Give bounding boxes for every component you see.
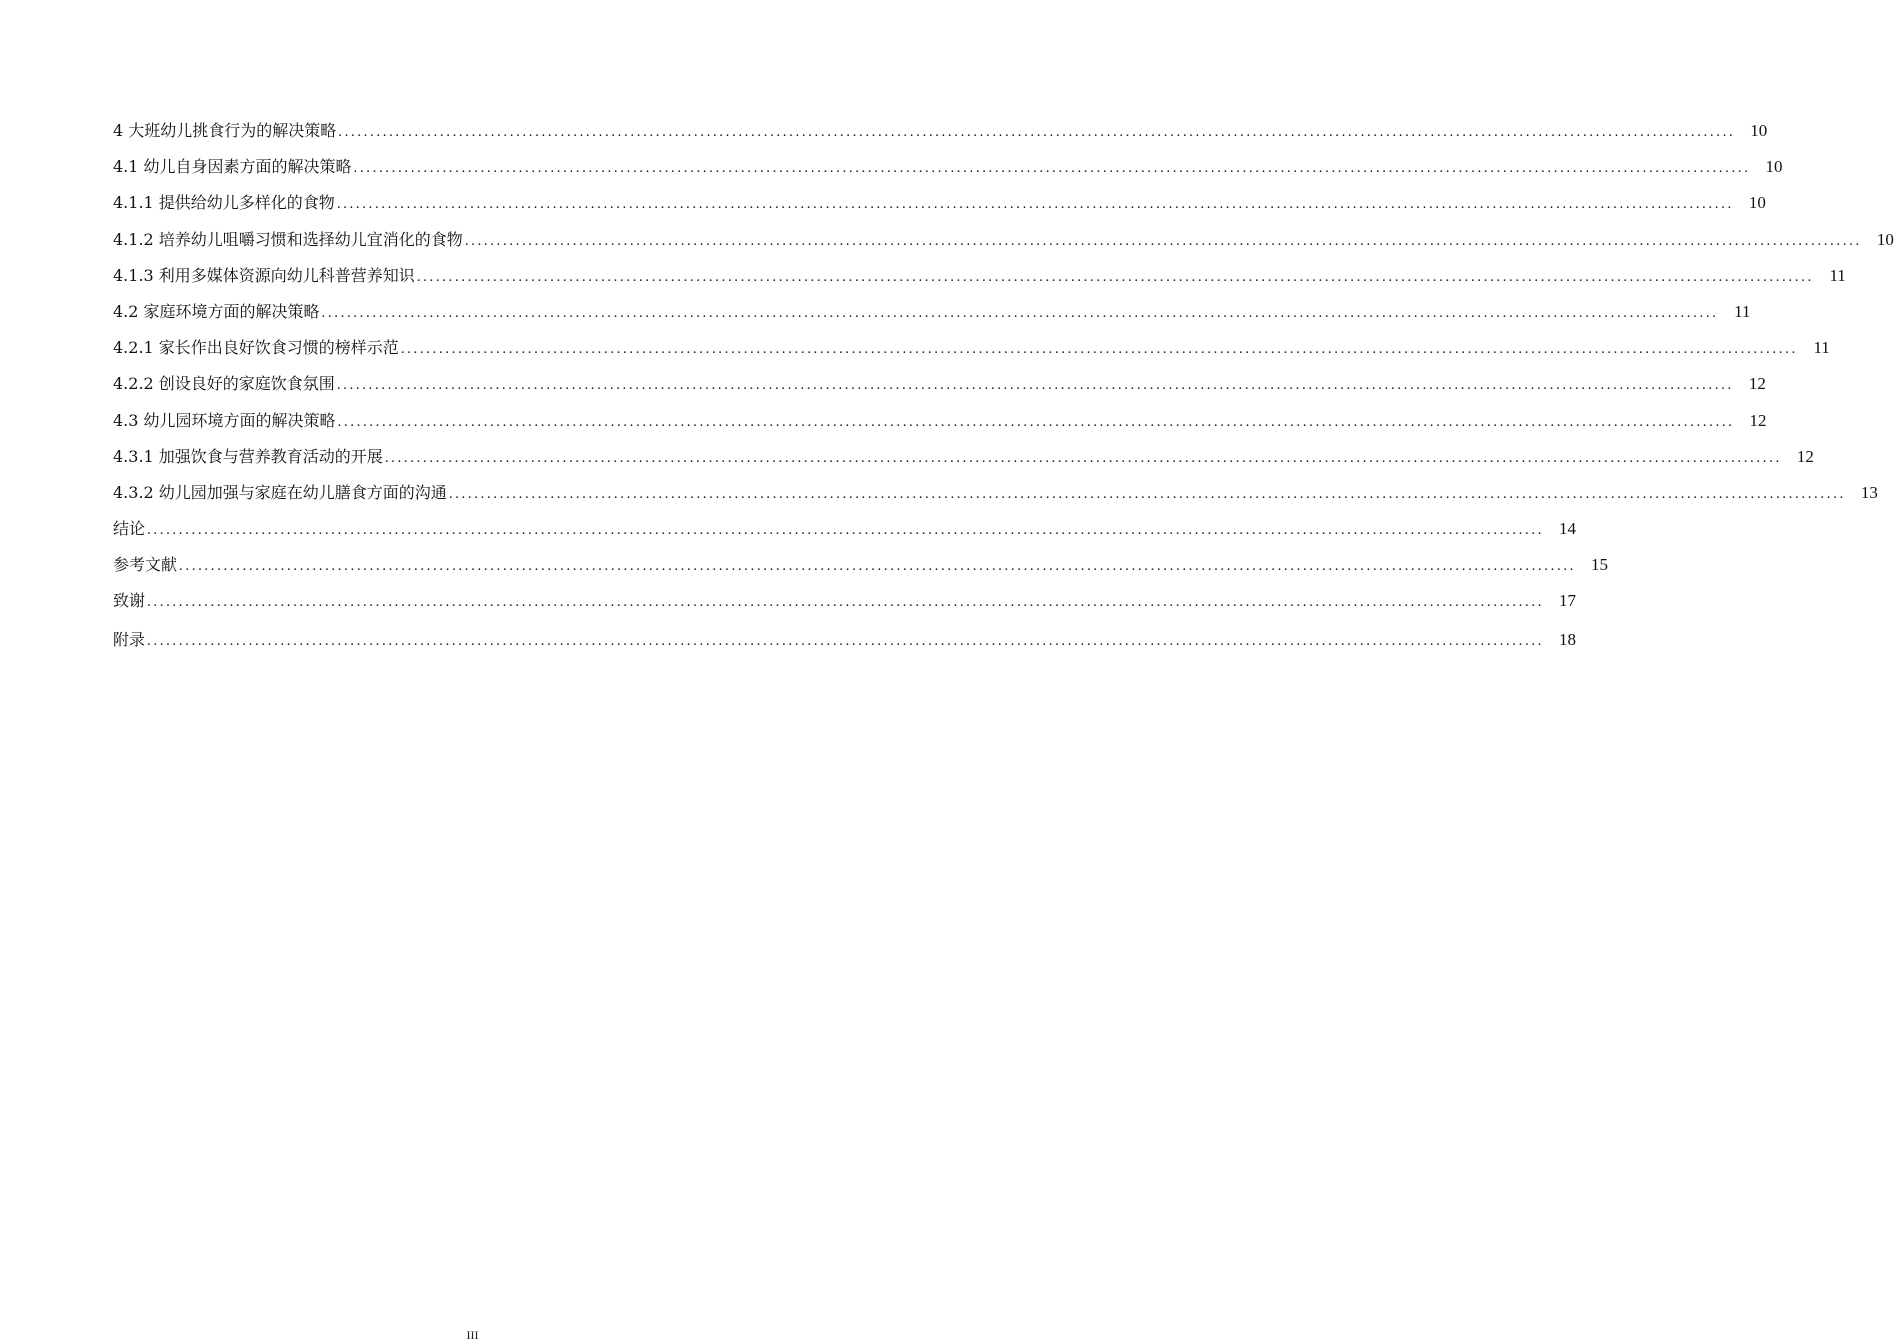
- toc-entry[interactable]: [113, 155, 1783, 191]
- toc-entry-title: 4.1 幼儿自身因素方面的解决策略: [113, 157, 352, 177]
- toc-entry-page: 17: [1559, 591, 1577, 611]
- toc-entry-title: 4.1.2 培养幼儿咀嚼习惯和选择幼儿宜消化的食物: [113, 229, 463, 249]
- dot-leader: ............................................................................................................................................................................................................................: [147, 522, 1545, 539]
- toc-entry[interactable]: [113, 372, 1766, 408]
- dot-leader: ............................................................................................................................................................................................................................: [336, 377, 1734, 394]
- toc-entry-page: 11: [1734, 301, 1751, 321]
- toc-entry-page: 11: [1813, 338, 1830, 358]
- toc-entry-title: 4.2.1 家长作出良好饮食习惯的榜样示范: [113, 338, 399, 358]
- toc-entry[interactable]: [113, 517, 1577, 553]
- dot-leader: ............................................................................................................................................................................................................................: [384, 449, 1782, 466]
- toc-entry[interactable]: [113, 445, 1814, 481]
- toc-entry[interactable]: [113, 481, 1878, 517]
- dot-leader: ............................................................................................................................................................................................................................: [400, 341, 1798, 358]
- toc-entry[interactable]: [113, 119, 1768, 155]
- toc-entry[interactable]: [113, 589, 1577, 625]
- toc-entry-title: 4.2 家庭环境方面的解决策略: [113, 301, 320, 321]
- toc-entry[interactable]: [113, 336, 1830, 372]
- dot-leader: ............................................................................................................................................................................................................................: [338, 124, 1736, 140]
- toc-entry-page: 15: [1591, 555, 1609, 575]
- dot-leader: ............................................................................................................................................................................................................................: [321, 304, 1719, 321]
- toc-entry-title: 4.3.2 幼儿园加强与家庭在幼儿膳食方面的沟通: [113, 482, 447, 502]
- toc-entry-page: 11: [1829, 265, 1846, 285]
- toc-entry[interactable]: [113, 264, 1846, 300]
- toc-entry-title: 结论: [113, 519, 146, 539]
- toc-entry[interactable]: [113, 553, 1609, 589]
- page-number: III: [466, 1328, 479, 1342]
- toc-entry-page: 12: [1749, 410, 1767, 430]
- toc-entry-title: 致谢: [113, 591, 146, 611]
- dot-leader: ............................................................................................................................................................................................................................: [353, 160, 1751, 177]
- toc-entry-page: 12: [1796, 446, 1814, 466]
- toc-entry-title: 4.1.3 利用多媒体资源向幼儿科普营养知识: [113, 265, 415, 285]
- toc-entry-title: 4.3.1 加强饮食与营养教育活动的开展: [113, 446, 383, 466]
- table-of-contents: [113, 119, 1894, 664]
- toc-entry-title: 参考文献: [113, 555, 178, 575]
- dot-leader: ............................................................................................................................................................................................................................: [147, 594, 1545, 611]
- toc-entry-title: 4.3 幼儿园环境方面的解决策略: [113, 410, 336, 430]
- toc-entry-page: 10: [1765, 157, 1783, 177]
- dot-leader: ............................................................................................................................................................................................................................: [336, 196, 1734, 213]
- toc-entry-page: 10: [1876, 229, 1894, 249]
- toc-entry-title: 4.2.2 创设良好的家庭饮食氛围: [113, 374, 335, 394]
- toc-entry-title: 附录: [113, 629, 146, 649]
- toc-entry[interactable]: [113, 409, 1767, 445]
- toc-entry-page: 10: [1748, 193, 1766, 213]
- toc-entry-page: 12: [1748, 374, 1766, 394]
- dot-leader: ............................................................................................................................................................................................................................: [179, 558, 1577, 575]
- dot-leader: ............................................................................................................................................................................................................................: [464, 232, 1862, 249]
- toc-entry[interactable]: [113, 300, 1751, 336]
- toc-entry[interactable]: [113, 228, 1894, 264]
- toc-entry-title: 4 大班幼儿挑食行为的解决策略: [113, 121, 337, 140]
- toc-entry-title: 4.1.1 提供给幼儿多样化的食物: [113, 193, 335, 213]
- toc-entry-page: 14: [1559, 519, 1577, 539]
- dot-leader: ............................................................................................................................................................................................................................: [416, 268, 1814, 285]
- toc-entry-page: 13: [1860, 482, 1878, 502]
- toc-entry[interactable]: [113, 628, 1577, 664]
- toc-entry-page: 18: [1559, 629, 1577, 649]
- toc-entry-page: 10: [1750, 121, 1768, 140]
- dot-leader: ............................................................................................................................................................................................................................: [448, 485, 1846, 502]
- dot-leader: ............................................................................................................................................................................................................................: [337, 413, 1735, 430]
- toc-entry[interactable]: [113, 191, 1766, 227]
- dot-leader: ............................................................................................................................................................................................................................: [147, 632, 1545, 649]
